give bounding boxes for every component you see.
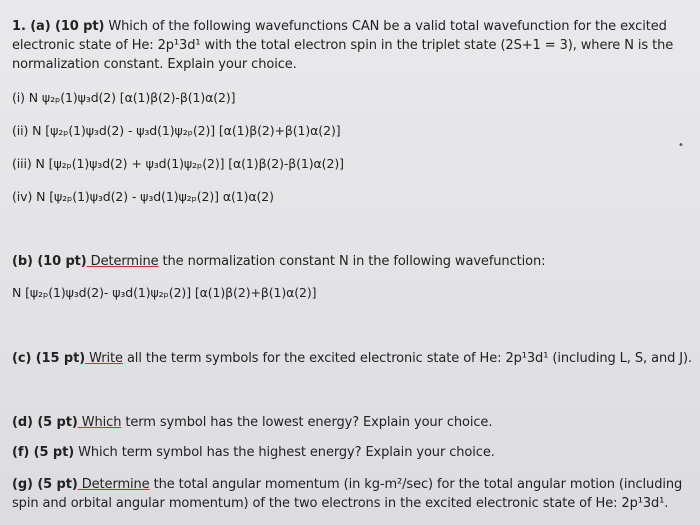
question-b-label: (b) (10 pt) <box>12 254 87 269</box>
question-f-label: (f) (5 pt) <box>12 445 75 460</box>
question-d-verb: Which <box>77 415 122 430</box>
question-a-label: 1. (a) (10 pt) <box>12 19 105 34</box>
question-g-line-2: spin and orbital angular momentum) of the two electrons in the excited electronic state of He: 2p¹3d¹. <box>12 496 669 511</box>
question-f-text: Which term symbol has the highest energy? Explain your choice. <box>74 445 495 460</box>
question-d-line <box>12 414 692 431</box>
question-d-label: (d) (5 pt) <box>12 415 78 430</box>
question-f-line <box>12 444 692 461</box>
question-b-text: the normalization constant N in the following wavefunction: <box>158 254 546 269</box>
option-iii: (iii) N [ψ₂ₚ(1)ψ₃d(2) + ψ₃d(1)ψ₂ₚ(2)] [α(1)β(2)-β(1)α(2)] <box>12 156 344 171</box>
question-c-label: (c) (15 pt) <box>12 351 86 366</box>
option-i: (i) N ψ₂ₚ(1)ψ₃d(2) [α(1)β(2)-β(1)α(2)] <box>12 90 236 105</box>
question-b-formula: N [ψ₂ₚ(1)ψ₃d(2)- ψ₃d(1)ψ₂ₚ(2)] [α(1)β(2)+β(1)α(2)] <box>12 285 317 300</box>
question-a-text-1: Which of the following wavefunctions CAN be a valid total wavefunction for the excited <box>104 19 667 34</box>
question-g-text-1: the total angular momentum (in kg-m²/sec) for the total angular motion (including <box>149 477 683 492</box>
question-c-line <box>12 350 692 367</box>
question-a-line-2: electronic state of He: 2p¹3d¹ with the total electron spin in the triplet state (2S+1 = 3), where N is the <box>12 38 674 53</box>
option-iv: (iv) N [ψ₂ₚ(1)ψ₃d(2) - ψ₃d(1)ψ₂ₚ(2)] α(1)α(2) <box>12 189 274 204</box>
question-c-text: all the term symbols for the excited electronic state of He: 2p¹3d¹ (including L, S, and J). <box>122 351 693 366</box>
question-d-text: term symbol has the lowest energy? Explain your choice. <box>121 415 493 430</box>
question-g-verb: Determine <box>77 477 150 492</box>
option-ii: (ii) N [ψ₂ₚ(1)ψ₃d(2) - ψ₃d(1)ψ₂ₚ(2)] [α(1)β(2)+β(1)α(2)] <box>12 123 341 138</box>
question-g-label: (g) (5 pt) <box>12 477 78 492</box>
question-a-line-1 <box>12 18 692 35</box>
question-c-verb: Write <box>85 351 123 366</box>
question-b-line <box>12 253 692 270</box>
question-g-line-1 <box>12 476 692 493</box>
stray-mark: • <box>678 140 684 151</box>
question-b-verb: Determine <box>86 254 159 269</box>
question-a-line-3: normalization constant. Explain your choice. <box>12 57 297 72</box>
